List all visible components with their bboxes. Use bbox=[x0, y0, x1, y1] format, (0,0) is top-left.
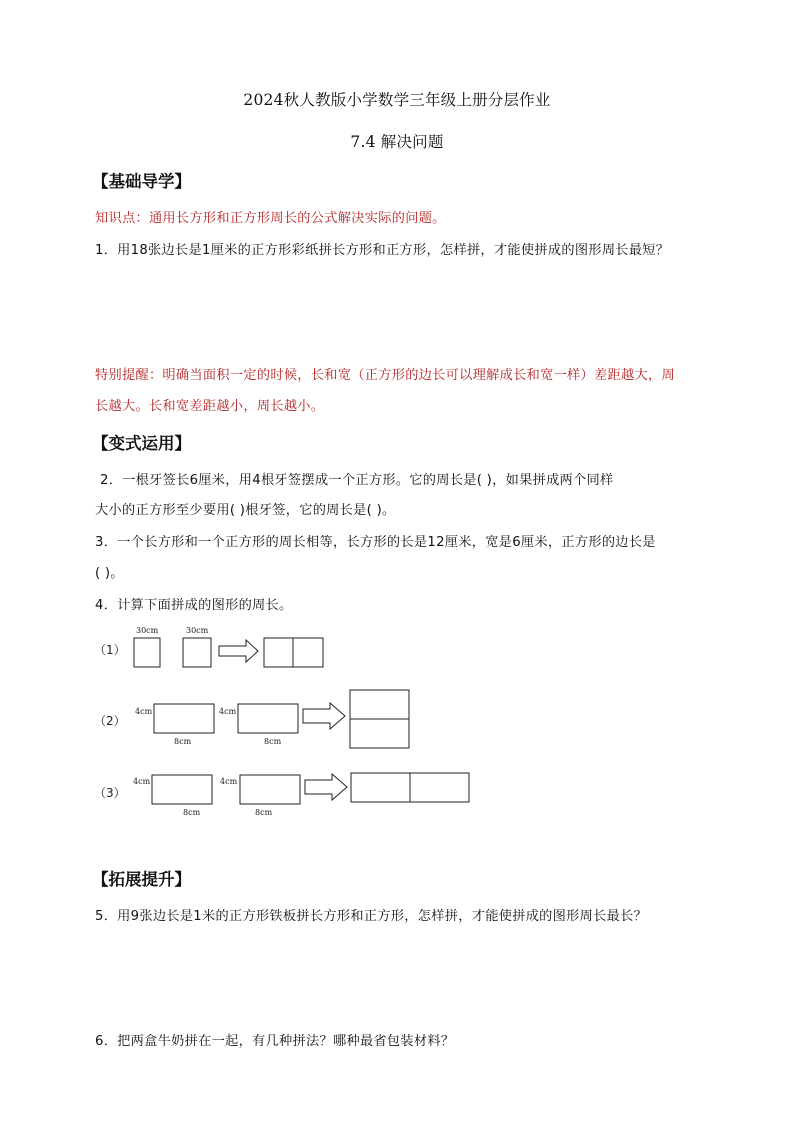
section-heading-extend: 【拓展提升】 bbox=[92, 870, 191, 889]
question-1: 1．用18张边长是1厘米的正方形彩纸拼长方形和正方形，怎样拼，才能使拼成的图形周长最短？ bbox=[95, 243, 670, 258]
fig3-result-right bbox=[410, 773, 469, 802]
fig3-arrow bbox=[305, 774, 347, 800]
fig2-number: （2） bbox=[94, 714, 126, 728]
fig2-rect-a bbox=[154, 704, 214, 733]
fig2-bottom-b: 8cm bbox=[264, 737, 282, 746]
question-3-line-1: 3．一个长方形和一个正方形的周长相等，长方形的长是12厘米，宽是6厘米，正方形的边长是 bbox=[95, 535, 656, 550]
question-4: 4．计算下面拼成的图形的周长。 bbox=[95, 598, 293, 613]
fig1-arrow bbox=[219, 640, 258, 662]
tip-line-2: 长越大。长和宽差距越小，周长越小。 bbox=[95, 399, 325, 414]
question-2-line-2: 大小的正方形至少要用( )根牙签，它的周长是( )。 bbox=[95, 503, 396, 518]
question-6: 6．把两盒牛奶拼在一起，有几种拼法？哪种最省包装材料？ bbox=[95, 1034, 455, 1049]
fig3-bottom-b: 8cm bbox=[255, 808, 273, 817]
fig1-square-a bbox=[134, 638, 160, 667]
fig3-result-left bbox=[351, 773, 410, 802]
fig3-rect-a bbox=[152, 775, 212, 804]
section-heading-basic: 【基础导学】 bbox=[92, 172, 191, 191]
question-2-line-1: 2．一根牙签长6厘米，用4根牙签摆成一个正方形。它的周长是( )，如果拼成两个同样 bbox=[100, 473, 614, 488]
fig3-number: （3） bbox=[94, 786, 126, 800]
fig1-result-left bbox=[264, 638, 293, 667]
fig1-number: （1） bbox=[94, 643, 126, 657]
fig1-square-b bbox=[183, 638, 211, 667]
question-3-line-2: ( )。 bbox=[95, 566, 124, 581]
section-heading-variant: 【变式运用】 bbox=[92, 434, 191, 453]
fig3-bottom-a: 8cm bbox=[183, 808, 201, 817]
page-title: 2024秋人教版小学数学三年级上册分层作业 bbox=[243, 91, 551, 109]
fig1-label-a: 30cm bbox=[136, 626, 159, 635]
page-subtitle: 7.4 解决问题 bbox=[350, 133, 444, 151]
fig3-side-a: 4cm bbox=[133, 777, 151, 786]
fig3-rect-b bbox=[240, 775, 300, 804]
question-5: 5．用9张边长是1米的正方形铁板拼长方形和正方形，怎样拼，才能使拼成的图形周长最长？ bbox=[95, 909, 648, 924]
fig2-side-a: 4cm bbox=[135, 707, 153, 716]
fig1-result-right bbox=[293, 638, 323, 667]
fig2-bottom-a: 8cm bbox=[174, 737, 192, 746]
fig2-side-b: 4cm bbox=[219, 707, 237, 716]
fig2-rect-b bbox=[238, 704, 298, 733]
tip-line-1: 特别提醒：明确当面积一定的时候，长和宽（正方形的边长可以理解成长和宽一样）差距越大，周 bbox=[95, 368, 675, 383]
fig2-arrow bbox=[303, 703, 345, 729]
knowledge-point: 知识点：通用长方形和正方形周长的公式解决实际的问题。 bbox=[95, 211, 446, 226]
fig1-label-b: 30cm bbox=[186, 626, 209, 635]
fig3-side-b: 4cm bbox=[220, 777, 238, 786]
fig2-result-bottom bbox=[350, 719, 409, 748]
fig2-result-top bbox=[350, 690, 409, 719]
